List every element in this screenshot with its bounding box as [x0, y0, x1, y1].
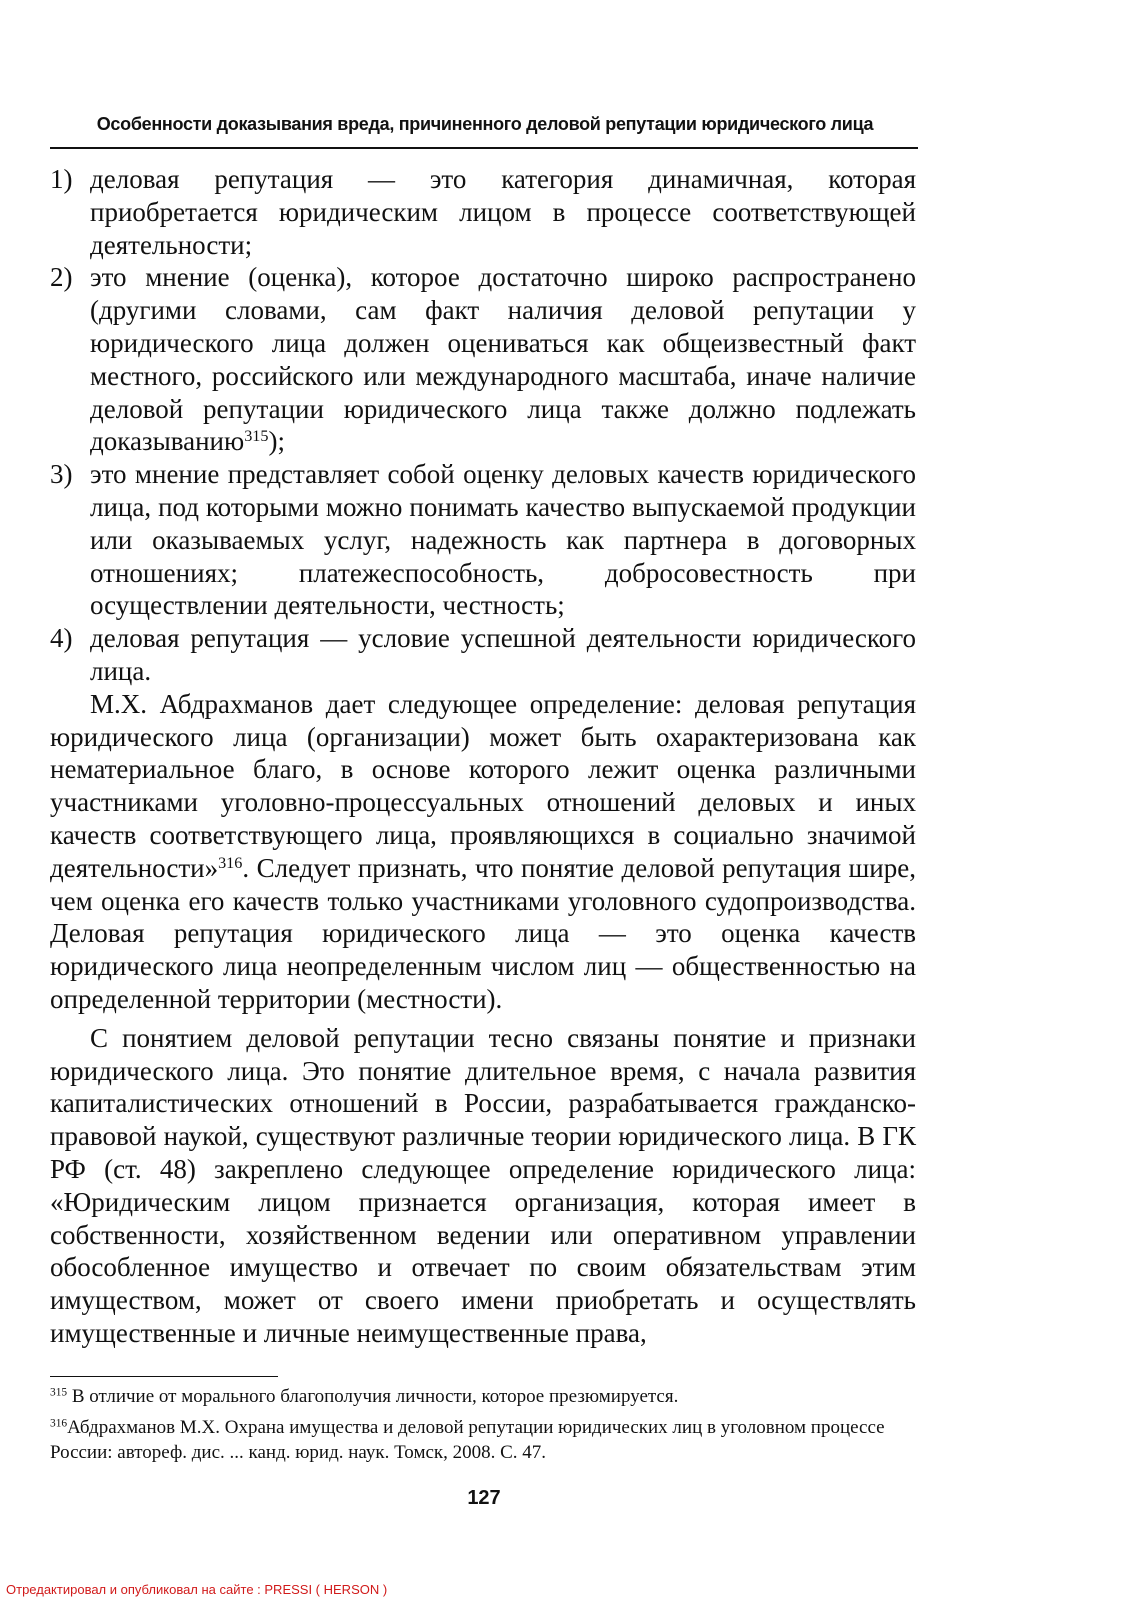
list-item	[50, 163, 916, 261]
paragraph-text-tail: . Следует признать, что понятие деловой репутация шире, чем оценка его качеств только участниками уголовного судопроизводства. Деловая репутация юридического лица — это оценка качеств юридического лица неопределенным числом лиц — общественностью на определенной территории (местности).	[50, 852, 916, 1014]
main-text	[50, 163, 916, 1350]
header-rule	[50, 147, 918, 149]
list-item	[50, 261, 916, 458]
footnote-ref-316[interactable]: 316	[218, 853, 243, 872]
list-item-text: это мнение (оценка), которое достаточно широко распространено (другими словами, сам факт наличия деловой репутации у юридического лица должен оцениваться как общеизвестный факт местного, российского или международного масштаба, иначе наличие деловой репутации юридического лица также должно подлежать доказыванию	[90, 262, 916, 457]
list-item	[50, 458, 916, 622]
watermark-text: Отредактировал и опубликовал на сайте : PRESSI ( HERSON )	[6, 1582, 388, 1597]
footnote-text: Абдрахманов М.Х. Охрана имущества и деловой репутации юридических лиц в уголовном процессе России: автореф. дис. ... канд. юрид. наук. Томск, 2008. С. 47.	[50, 1417, 885, 1463]
paragraph-text: М.Х. Абдрахманов дает следующее определение: деловая репутация юридического лица (организации) может быть охарактеризована как нематериальное благо, в основе которого лежит оценка различными участниками уголовно-процессуальных отношений деловых и иных качеств соответствующего лица, проявляющихся в социально значимой деятельности»	[50, 688, 916, 883]
list-item-number: 3)	[50, 459, 73, 490]
paragraph-definition	[50, 688, 916, 1016]
footnote-number: 316	[50, 1417, 68, 1430]
footnote-number: 315	[50, 1386, 68, 1399]
footnotes	[50, 1384, 916, 1471]
page-number: 127	[467, 1487, 501, 1509]
footnote-ref-315[interactable]: 315	[244, 427, 269, 446]
list-item-text: это мнение представляет собой оценку деловых качеств юридического лица, под которыми можно понимать качество выпускаемой продукции или оказываемых услуг, надежность как партнера в договорных отношениях; платежеспособность, добросовестность при осуществлении деятельности, честность;	[90, 459, 916, 621]
list-item-number: 2)	[50, 262, 73, 293]
list-item-text-tail: );	[268, 426, 285, 457]
paragraph-legal-entity: С понятием деловой репутации тесно связаны понятие и признаки юридического лица. Это понятие длительное время, с начала развития капиталистических отношений в России, разрабатывается гражданско-правовой наукой, существуют различные теории юридического лица. В ГК РФ (ст. 48) закреплено следующее определение юридического лица: «Юридическим лицом признается организация, которая имеет в собственности, хозяйственном ведении или оперативном управлении обособленное имущество и отвечает по своим обязательствам этим имуществом, может от своего имени приобретать и осуществлять имущественные и личные неимущественные права,	[50, 1022, 916, 1348]
list-item-number: 1)	[50, 164, 73, 194]
list-item-number: 4)	[50, 623, 73, 654]
footnote-rule	[50, 1376, 278, 1377]
footnote-text: В отличие от морального благополучия личности, которое презюмируется.	[67, 1386, 679, 1407]
footnote-315	[50, 1384, 916, 1409]
list-item-text: деловая репутация — это категория динамичная, которая приобретается юридическим лицом в процессе соответствующей деятельности;	[90, 164, 916, 260]
running-header: Особенности доказывания вреда, причиненного деловой репутации юридического лица	[96, 114, 874, 134]
list-item-text: деловая репутация — условие успешной деятельности юридического лица.	[90, 623, 916, 686]
criteria-list	[50, 163, 916, 688]
footnote-316	[50, 1415, 916, 1465]
list-item	[50, 622, 916, 688]
